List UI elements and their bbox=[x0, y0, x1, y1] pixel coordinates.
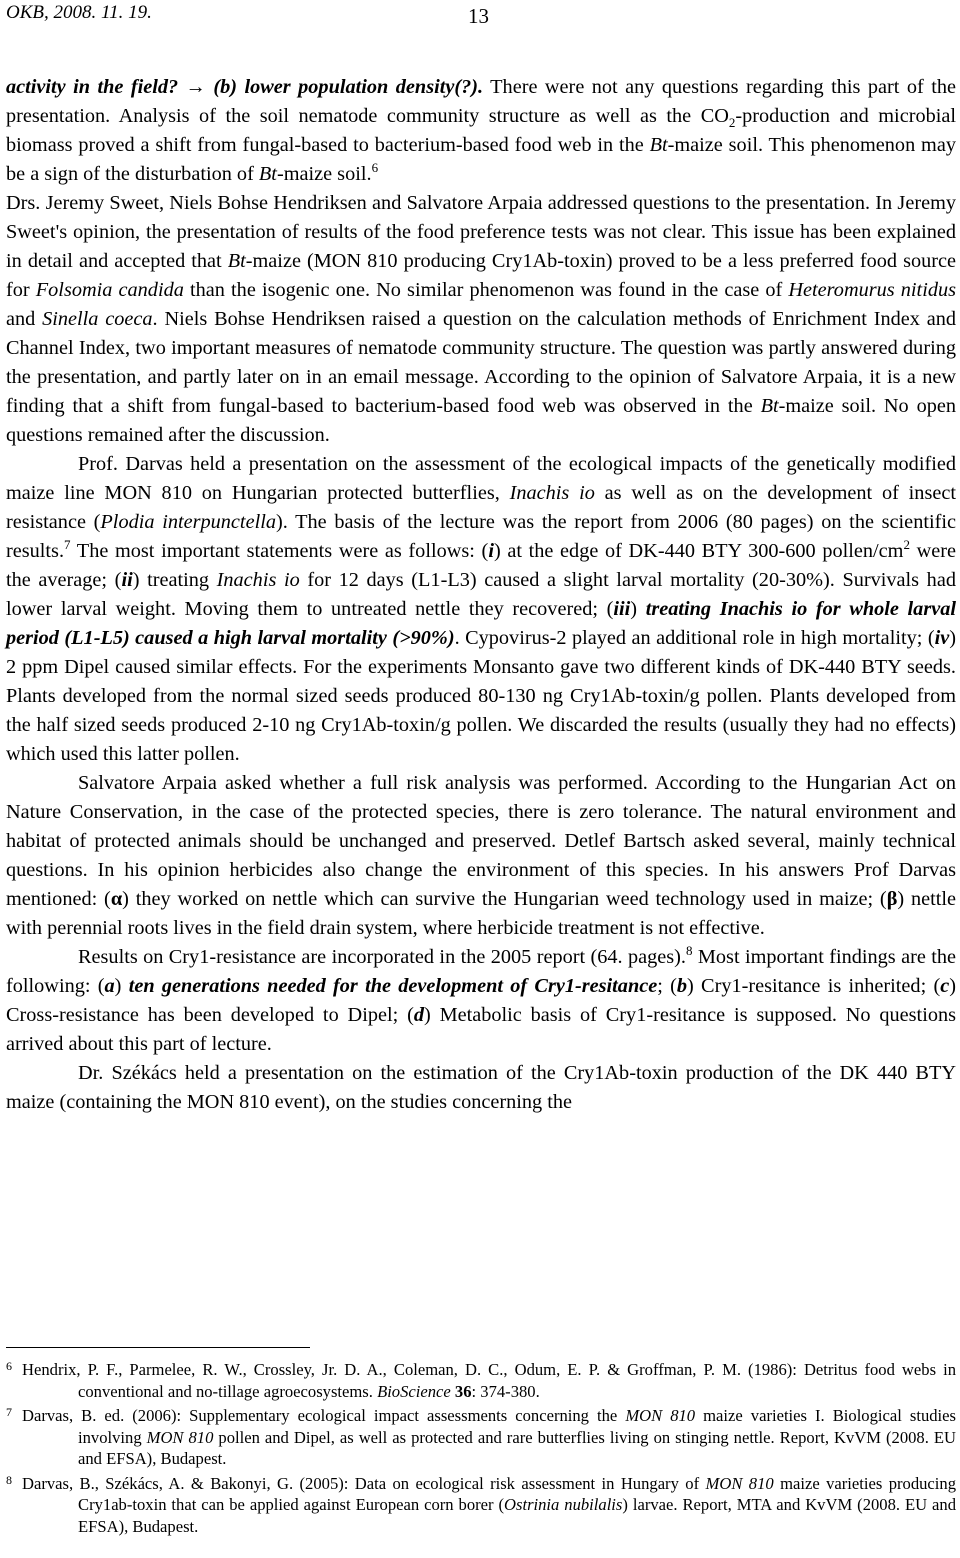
p3-species-1: Inachis io bbox=[509, 482, 595, 504]
footnote-8-species: Ostrinia nubilalis bbox=[504, 1495, 623, 1514]
p2-text-a: Drs. Jeremy Sweet, Niels Bohse Hendriksen and Salvatore Arpaia addressed questions to the presentation. In Jeremy Sweet's opinion, the presentation of results of the food preference tests was not clear. This issue has been explained in detail and accepted that bbox=[6, 192, 956, 272]
footnote-separator bbox=[6, 1347, 310, 1348]
footnote-7-number: 7 bbox=[6, 1405, 12, 1419]
p3-item-iii: iii bbox=[613, 598, 631, 620]
p2-species-2: Heteromurus nitidus bbox=[788, 279, 956, 301]
footnote-7-mon-1: MON 810 bbox=[625, 1406, 696, 1425]
p5-text-c: ) bbox=[114, 975, 129, 997]
p2-species-3: Sinella coeca bbox=[42, 308, 153, 330]
footnote-8 bbox=[6, 1473, 956, 1538]
p5-item-c: c bbox=[940, 975, 950, 997]
footnote-6 bbox=[6, 1359, 956, 1402]
p1-text-b: -production and microbial biomass proved a shift from fungal-based to bacterium-based food web in the bbox=[6, 105, 956, 156]
p3-species-3: Inachis io bbox=[216, 569, 300, 591]
footnote-8-text-a: Darvas, B., Székács, A. & Bakonyi, G. (2005): Data on ecological risk assessment in Hungary of bbox=[22, 1473, 706, 1493]
footnote-7-text-a: Darvas, B. ed. (2006): Supplementary ecological impact assessments concerning the bbox=[22, 1406, 626, 1425]
footnote-6-journal: BioScience bbox=[377, 1381, 451, 1401]
footnote-7 bbox=[6, 1405, 956, 1470]
paragraph-3 bbox=[6, 450, 956, 769]
footnote-8-text-b: maize varieties producing Cry1ab-toxin that can be applied against European corn borer ( bbox=[78, 1473, 956, 1514]
paragraph-1 bbox=[6, 73, 956, 189]
p1-bt: Bt bbox=[649, 134, 668, 156]
p3-text-d: The most important statements were as follows: ( bbox=[70, 540, 489, 562]
p5-text-e: ) Cry1-resitance is inherited; ( bbox=[687, 975, 941, 997]
p3-item-ii: ii bbox=[121, 569, 133, 591]
footnote-ref-8: 8 bbox=[686, 943, 693, 959]
p6-text-a: Dr. Székács held a presentation on the estimation of the Cry1Ab-toxin production of the DK 440 BTY maize (containing the MON 810 event), on the studies concerning the bbox=[6, 1062, 956, 1113]
document-body bbox=[6, 73, 956, 1117]
p3-text-e: ) at the edge of DK-440 BTY 300-600 pollen/cm bbox=[493, 540, 904, 562]
p3-text-c: ). The basis of the lecture was the report from 2006 (80 pages) on the scientific results. bbox=[6, 511, 956, 562]
p3-text-h: for 12 days (L1-L3) caused a slight larval mortality (20-30%). Survivals had lower larval weight. Moving them to untreated nettle they recovered; ( bbox=[6, 569, 956, 620]
paragraph-2 bbox=[6, 189, 956, 450]
p3-text-l: ) 2 ppm Dipel caused similar effects. For the experiments Monsanto gave two different kinds of DK-440 BTY seeds. Plants developed from the normal sized seeds produced 80-130 ng Cry1Ab-toxin/g pollen. Plants developed from the half sized seeds produced 2-10 ng Cry1Ab-toxin/g pollen. We discarded the results (usually they had no effects) which used this latter pollen. bbox=[6, 627, 956, 765]
header-date: OKB, 2008. 11. 19. bbox=[6, 2, 152, 23]
footnote-8-mon: MON 810 bbox=[705, 1473, 774, 1493]
p2-species-1: Folsomia candida bbox=[35, 279, 184, 301]
p1-bold-lead: activity in the field? → (b) lower population density(?). bbox=[6, 76, 484, 98]
p1-text-a: There were not any questions regarding this part of the presentation. Analysis of the soil nematode community structure as well as the CO bbox=[6, 76, 957, 127]
footnote-7-mon-2: MON 810 bbox=[146, 1427, 214, 1447]
footnote-8-number: 8 bbox=[6, 1472, 12, 1487]
p1-bt2: Bt bbox=[258, 163, 277, 185]
footnote-6-volume: 36 bbox=[450, 1381, 472, 1401]
p5-text-f: ) Cross-resistance has been developed to Dipel; ( bbox=[6, 975, 957, 1026]
p5-text-a: Results on Cry1-resistance are incorporated in the 2005 report (64. pages). bbox=[78, 946, 686, 968]
p5-text-g: ) Metabolic basis of Cry1-resitance is supposed. No questions arrived about this part of lecture. bbox=[6, 1004, 956, 1055]
p3-text-g: ) treating bbox=[132, 569, 217, 591]
footnote-ref-6: 6 bbox=[371, 160, 379, 176]
footnote-6-text-a: Hendrix, P. F., Parmelee, R. W., Crossley, Jr. D. A., Coleman, D. C., Odum, E. P. & Groffman, P. M. (1986): Detritus food webs in conventional and no-tillage agroecosystems. bbox=[22, 1360, 956, 1401]
p2-text-c: than the isogenic one. No similar phenomenon was found in the case of bbox=[183, 279, 789, 301]
p3-item-i: i bbox=[488, 540, 494, 562]
p3-item-iv: iv bbox=[934, 627, 950, 649]
p3-text-b: as well as on the development of insect resistance ( bbox=[6, 482, 956, 533]
p4-text-b: ) they worked on nettle which can survive the Hungarian weed technology used in maize; ( bbox=[122, 888, 887, 910]
p4-text-c: ) nettle with perennial roots lives in the field drain system, where herbicide treatment is not effective. bbox=[6, 888, 956, 939]
p5-item-d: d bbox=[413, 1004, 424, 1026]
footnote-6-text-b: : 374-380. bbox=[471, 1381, 540, 1401]
p3-text-k: . Cypovirus-2 played an additional role in high mortality; ( bbox=[454, 627, 935, 649]
paragraph-4 bbox=[6, 769, 956, 943]
p5-item-a: a bbox=[104, 975, 115, 997]
footnote-8-text-c: ) larvae. Report, MTA and KvVM (2008. EU and EFSA), Budapest. bbox=[78, 1495, 956, 1536]
p3-text-a: Prof. Darvas held a presentation on the assessment of the ecological impacts of the genetically modified maize line MON 810 on Hungarian protected butterflies, bbox=[6, 453, 956, 504]
p2-text-e: . Niels Bohse Hendriksen raised a question on the calculation methods of Enrichment Index and Channel Index, two important measures of nematode community structure. The question was partly answered during the presentation, and partly later on in an email message. According to the opinion of Salvatore Arpaia, it is a new finding that a shift from fungal-based to bacterium-based food web was observed in the bbox=[6, 308, 956, 417]
p2-text-d: and bbox=[6, 308, 43, 330]
footnote-6-number: 6 bbox=[6, 1359, 12, 1373]
p5-text-b: Most important findings are the following: ( bbox=[6, 946, 956, 997]
p5-item-b: b bbox=[676, 975, 688, 997]
p3-species-2: Plodia interpunctella bbox=[100, 511, 276, 533]
p5-text-d: ; ( bbox=[657, 975, 677, 997]
p4-item-beta: β bbox=[886, 888, 898, 910]
footnote-7-text-c: pollen and Dipel, as well as protected and rare butterflies living on stinging nettle. Report, KvVM (2008. EU and EFSA), Budapest. bbox=[78, 1427, 956, 1468]
p3-text-f: were the average; ( bbox=[6, 540, 957, 591]
p3-bold-finding: treating Inachis io for whole larval period (L1-L5) caused a high larval mortality (>90%) bbox=[6, 598, 956, 649]
footnote-7-text-b: maize varieties I. Biological studies involving bbox=[78, 1406, 956, 1447]
p3-superscript-2: 2 bbox=[903, 537, 910, 553]
paragraph-6 bbox=[6, 1059, 956, 1117]
paragraph-5 bbox=[6, 943, 956, 1059]
p2-bt2: Bt bbox=[760, 395, 779, 417]
footnotes bbox=[6, 1359, 956, 1540]
p4-item-alpha: α bbox=[110, 888, 123, 910]
p5-bold-finding: ten generations needed for the development of Cry1-resitance bbox=[128, 975, 658, 997]
p1-text-d: -maize soil. bbox=[276, 163, 372, 185]
footnote-ref-7: 7 bbox=[64, 537, 71, 553]
p2-bt: Bt bbox=[227, 250, 246, 272]
p3-text-j: ) bbox=[630, 598, 646, 620]
p2-text-f: -maize soil. No open questions remained after the discussion. bbox=[6, 395, 956, 446]
p1-subscript: 2 bbox=[728, 115, 736, 131]
p2-text-b: -maize (MON 810 producing Cry1Ab-toxin) proved to be a less preferred food source for bbox=[6, 250, 957, 301]
p1-text-c: -maize soil. This phenomenon may be a sign of the disturbation of bbox=[6, 134, 956, 185]
p4-text-a: Salvatore Arpaia asked whether a full risk analysis was performed. According to the Hungarian Act on Nature Conservation, in the case of the protected species, there is zero tolerance. The natural environment and habitat of protected animals should be unchanged and preserved. Detlef Bartsch asked several, mainly technical questions. In his opinion herbicides also change the environment of this species. In his answers Prof Darvas mentioned: ( bbox=[6, 772, 956, 910]
page-number: 13 bbox=[468, 4, 489, 28]
